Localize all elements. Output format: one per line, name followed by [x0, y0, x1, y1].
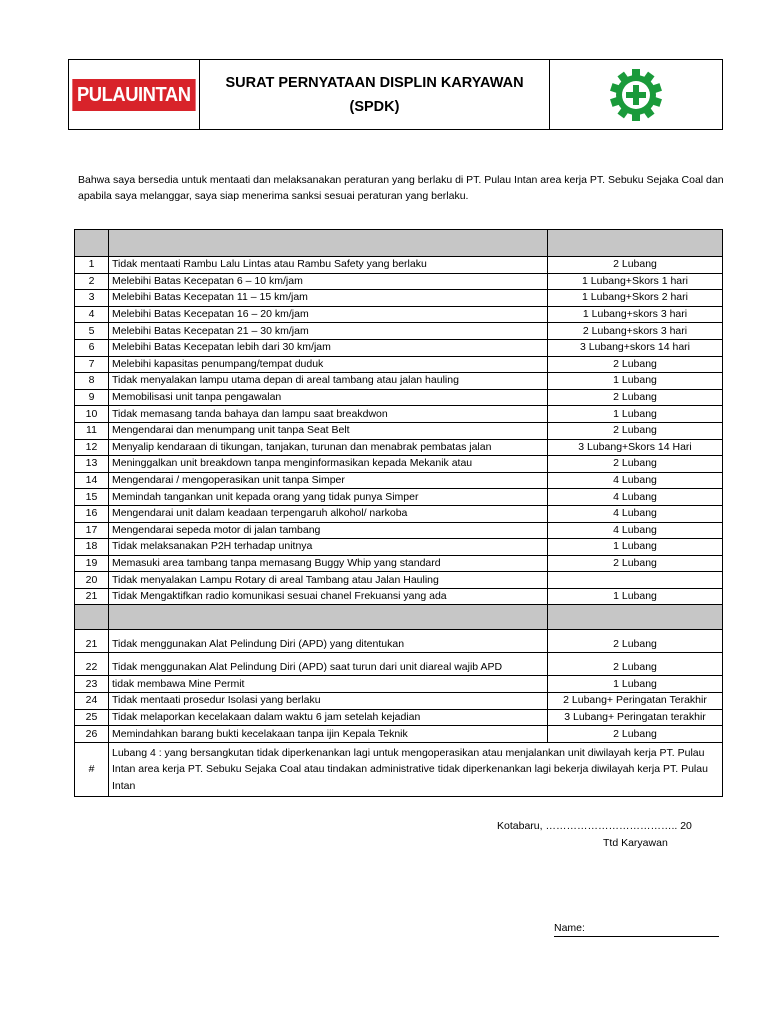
sanction-text: 4 Lubang [548, 505, 723, 522]
document-title: SURAT PERNYATAAN DISPLIN KARYAWAN [225, 74, 524, 91]
table-row [75, 306, 723, 323]
rule-text: Mengendarai / mengoperasikan unit tanpa Simper [109, 472, 548, 489]
sanction-text: 2 Lubang [548, 726, 723, 743]
sanction-text: 3 Lubang+Skors 14 Hari [548, 439, 723, 456]
table-row [75, 653, 723, 676]
row-number: 25 [75, 709, 109, 726]
sanction-text: 2 Lubang+skors 3 hari [548, 323, 723, 340]
sanction-text: 2 Lubang [548, 630, 723, 653]
rule-text: Tidak memasang tanda bahaya dan lampu saat breakdwon [109, 406, 548, 423]
rule-text: Tidak mentaati Rambu Lalu Lintas atau Rambu Safety yang berlaku [109, 257, 548, 274]
table-row [75, 572, 723, 589]
rule-text: Melebihi Batas Kecepatan 6 – 10 km/jam [109, 273, 548, 290]
rule-text: Melebihi Batas Kecepatan 11 – 15 km/jam [109, 290, 548, 307]
sanction-text: 1 Lubang [548, 406, 723, 423]
rule-text: Meninggalkan unit breakdown tanpa menginformasikan kepada Mekanik atau [109, 456, 548, 473]
row-number: 1 [75, 257, 109, 274]
table-row [75, 555, 723, 572]
row-number: 6 [75, 339, 109, 356]
sanction-text: 4 Lubang [548, 489, 723, 506]
rule-text: Tidak menyalakan Lampu Rotary di areal Tambang atau Jalan Hauling [109, 572, 548, 589]
row-number: 23 [75, 676, 109, 693]
note-marker: # [75, 742, 109, 797]
rule-text: Mengendarai sepeda motor di jalan tambang [109, 522, 548, 539]
table-row [75, 588, 723, 605]
rule-text: Tidak mentaati prosedur Isolasi yang berlaku [109, 693, 548, 710]
rule-text: Tidak menggunakan Alat Pelindung Diri (APD) yang ditentukan [109, 630, 548, 653]
rule-text: Memobilisasi unit tanpa pengawalan [109, 389, 548, 406]
name-line: Name: [554, 921, 719, 937]
row-number: 7 [75, 356, 109, 373]
section-separator-row [75, 605, 723, 630]
row-number: 19 [75, 555, 109, 572]
rule-text: Melebihi kapasitas penumpang/tempat duduk [109, 356, 548, 373]
table-row [75, 406, 723, 423]
rule-text: Tidak menggunakan Alat Pelindung Diri (APD) saat turun dari unit diareal wajib APD [109, 653, 548, 676]
sanction-text [548, 572, 723, 589]
table-row [75, 709, 723, 726]
emblem-cell [550, 60, 722, 129]
note-text: Lubang 4 : yang bersangkutan tidak diperkenankan lagi untuk mengoperasikan atau menjalankan unit diwilayah kerja PT. Pulau Intan area kerja PT. Sebuku Sejaka Coal atau tindakan administrative tidak diperkenankan lagi bekerja diwilayah kerja PT. Pulau Intan [109, 742, 723, 797]
row-number: 26 [75, 726, 109, 743]
table-row [75, 356, 723, 373]
sanction-text: 3 Lubang+ Peringatan terakhir [548, 709, 723, 726]
rule-text: Memindah tangankan unit kepada orang yang tidak punya Simper [109, 489, 548, 506]
row-number: 10 [75, 406, 109, 423]
rule-text: Tidak melaporkan kecelakaan dalam waktu 6 jam setelah kejadian [109, 709, 548, 726]
rule-text: Melebihi Batas Kecepatan lebih dari 30 km/jam [109, 339, 548, 356]
table-row [75, 539, 723, 556]
row-number: 9 [75, 389, 109, 406]
sanction-text: 1 Lubang+Skors 2 hari [548, 290, 723, 307]
row-number: 22 [75, 653, 109, 676]
sanction-text: 4 Lubang [548, 472, 723, 489]
rule-text: Melebihi Batas Kecepatan 16 – 20 km/jam [109, 306, 548, 323]
sanction-text: 4 Lubang [548, 522, 723, 539]
row-number: 21 [75, 588, 109, 605]
table-row [75, 257, 723, 274]
row-number: 24 [75, 693, 109, 710]
rule-text: Tidak Mengaktifkan radio komunikasi sesuai chanel Frekuansi yang ada [109, 588, 548, 605]
rule-text: Memindahkan barang bukti kecelakaan tanpa ijin Kepala Teknik [109, 726, 548, 743]
row-number: 11 [75, 422, 109, 439]
row-number: 5 [75, 323, 109, 340]
brand-logo: PULAUINTAN [73, 79, 196, 111]
rule-text: Tidak menyalakan lampu utama depan di areal tambang atau jalan hauling [109, 373, 548, 390]
table-row [75, 422, 723, 439]
row-number: 21 [75, 630, 109, 653]
sanction-text: 1 Lubang [548, 676, 723, 693]
row-number: 20 [75, 572, 109, 589]
table-row [75, 273, 723, 290]
sanction-text: 1 Lubang+skors 3 hari [548, 306, 723, 323]
safety-gear-icon [606, 65, 666, 125]
table-row [75, 522, 723, 539]
row-number: 2 [75, 273, 109, 290]
sanction-text: 1 Lubang [548, 539, 723, 556]
title-cell [200, 60, 550, 129]
table-row [75, 726, 723, 743]
signature-date: Kotabaru, ……………………………….. 20 [497, 820, 692, 832]
table-row [75, 323, 723, 340]
table-row [75, 693, 723, 710]
rule-text: Menyalip kendaraan di tikungan, tanjakan, turunan dan menabrak pembatas jalan [109, 439, 548, 456]
rule-text: tidak membawa Mine Permit [109, 676, 548, 693]
table-row [75, 456, 723, 473]
sanction-text: 2 Lubang [548, 653, 723, 676]
row-number: 18 [75, 539, 109, 556]
table-row [75, 439, 723, 456]
row-number: 12 [75, 439, 109, 456]
logo-cell [69, 60, 200, 129]
signature-label: Ttd Karyawan [603, 837, 668, 849]
sanction-text: 2 Lubang+ Peringatan Terakhir [548, 693, 723, 710]
row-number: 14 [75, 472, 109, 489]
note-row [75, 742, 723, 797]
rule-text: Melebihi Batas Kecepatan 21 – 30 km/jam [109, 323, 548, 340]
rule-text: Mengendarai unit dalam keadaan terpengaruh alkohol/ narkoba [109, 505, 548, 522]
rules-table [74, 229, 723, 797]
intro-statement: Bahwa saya bersedia untuk mentaati dan melaksanakan peraturan yang berlaku di PT. Pulau Intan area kerja PT. Sebuku Sejaka Coal dan apabila saya melanggar, saya siap menerima sanksi sesuai peraturan yang berlaku. [78, 174, 724, 202]
row-number: 4 [75, 306, 109, 323]
table-row [75, 389, 723, 406]
row-number: 17 [75, 522, 109, 539]
sanction-text: 2 Lubang [548, 356, 723, 373]
row-number: 3 [75, 290, 109, 307]
sanction-text: 2 Lubang [548, 555, 723, 572]
sanction-text: 2 Lubang [548, 422, 723, 439]
sanction-text: 1 Lubang [548, 373, 723, 390]
table-row [75, 339, 723, 356]
row-number: 16 [75, 505, 109, 522]
table-header-row [75, 230, 723, 257]
sanction-text: 2 Lubang [548, 257, 723, 274]
table-row [75, 472, 723, 489]
row-number: 13 [75, 456, 109, 473]
sanction-text: 2 Lubang [548, 456, 723, 473]
row-number: 8 [75, 373, 109, 390]
table-row [75, 373, 723, 390]
table-row [75, 630, 723, 653]
table-row [75, 489, 723, 506]
table-row [75, 676, 723, 693]
rule-text: Tidak melaksanakan P2H terhadap unitnya [109, 539, 548, 556]
document-subtitle: (SPDK) [349, 98, 400, 115]
sanction-text: 2 Lubang [548, 389, 723, 406]
rule-text: Memasuki area tambang tanpa memasang Buggy Whip yang standard [109, 555, 548, 572]
sanction-text: 3 Lubang+skors 14 hari [548, 339, 723, 356]
rule-text: Mengendarai dan menumpang unit tanpa Seat Belt [109, 422, 548, 439]
table-row [75, 505, 723, 522]
row-number: 15 [75, 489, 109, 506]
sanction-text: 1 Lubang+Skors 1 hari [548, 273, 723, 290]
document-header [68, 59, 723, 130]
table-row [75, 290, 723, 307]
sanction-text: 1 Lubang [548, 588, 723, 605]
